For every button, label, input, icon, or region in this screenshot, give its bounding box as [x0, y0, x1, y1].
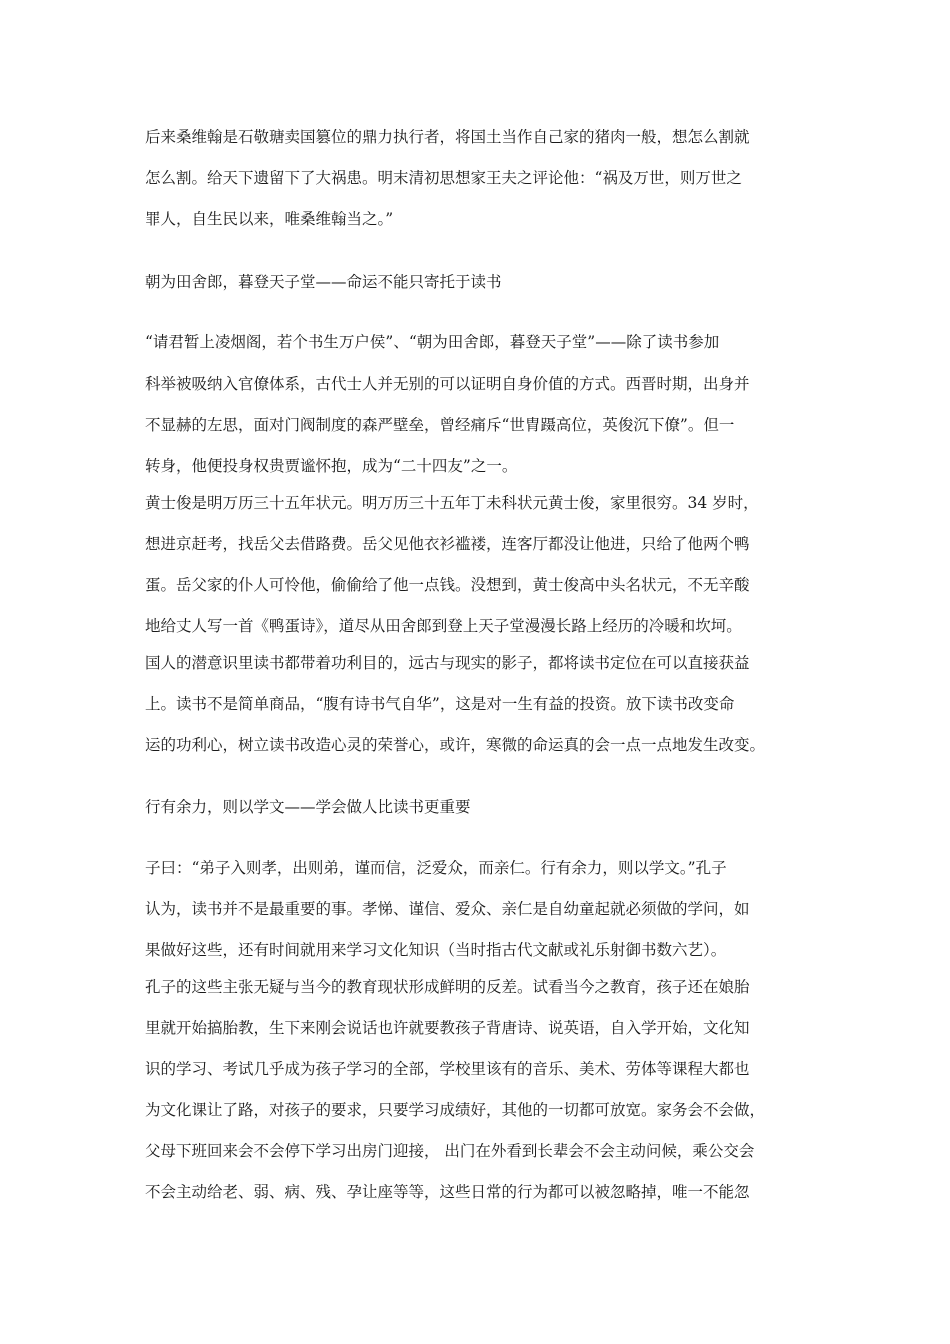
paragraph-line: 后来桑维翰是石敬瑭卖国篡位的鼎力执行者，将国土当作自己家的猪肉一般，想怎么割就	[145, 128, 750, 146]
paragraph-line: 识的学习、考试几乎成为孩子学习的全部，学校里该有的音乐、美术、劳体等课程大都也	[145, 1060, 750, 1078]
paragraph-line: 运的功利心，树立读书改造心灵的荣誉心，或许，寒微的命运真的会一点一点地发生改变。	[145, 736, 766, 754]
paragraph-line: 子曰：“弟子入则孝，出则弟，谨而信，泛爱众，而亲仁。行有余力，则以学文。”孔子	[145, 859, 727, 877]
paragraph-line: 地给丈人写一首《鸭蛋诗》，道尽从田舍郎到登上天子堂漫漫长路上经历的冷暖和坎坷。	[145, 617, 742, 635]
paragraph-line: 认为，读书并不是最重要的事。孝悌、谨信、爱众、亲仁是自幼童起就必须做的学问，如	[145, 900, 750, 918]
paragraph-line: 果做好这些，还有时间就用来学习文化知识（当时指古代文献或礼乐射御书数六艺）。	[145, 941, 727, 959]
paragraph-line: 黄士俊是明万历三十五年状元。明万历三十五年丁未科状元黄士俊，家里很穷。34 岁时，	[145, 494, 759, 512]
section-heading: 朝为田舍郎，暮登天子堂——命运不能只寄托于读书	[145, 273, 502, 291]
paragraph-line: 蛋。岳父家的仆人可怜他，偷偷给了他一点钱。没想到，黄士俊高中头名状元，不无辛酸	[145, 576, 750, 594]
paragraph-line: “请君暂上凌烟阁，若个书生万户侯”、“朝为田舍郎，暮登天子堂”——除了读书参加	[145, 333, 720, 351]
section-heading: 行有余力，则以学文——学会做人比读书更重要	[145, 798, 471, 816]
paragraph-line: 父母下班回来会不会停下学习出房门迎接， 出门在外看到长辈会不会主动问候，乘公交会	[145, 1142, 755, 1160]
paragraph-line: 不会主动给老、弱、病、残、孕让座等等，这些日常的行为都可以被忽略掉，唯一不能忽	[145, 1183, 750, 1201]
paragraph-line: 孔子的这些主张无疑与当今的教育现状形成鲜明的反差。试看当今之教育，孩子还在娘胎	[145, 978, 750, 996]
paragraph-line: 怎么割。给天下遗留下了大祸患。明末清初思想家王夫之评论他：“祸及万世，则万世之	[145, 169, 742, 187]
paragraph-line: 为文化课让了路，对孩子的要求，只要学习成绩好，其他的一切都可放宽。家务会不会做，	[145, 1101, 766, 1119]
paragraph-line: 科举被吸纳入官僚体系，古代士人并无别的可以证明自身价值的方式。西晋时期，出身并	[145, 375, 750, 393]
paragraph-line: 转身，他便投身权贵贾谧怀抱，成为“二十四友”之一。	[145, 457, 518, 475]
paragraph-line: 不显赫的左思，面对门阀制度的森严壁垒，曾经痛斥“世胄蹑高位，英俊沉下僚”。但一	[145, 416, 735, 434]
paragraph-line: 里就开始搞胎教，生下来刚会说话也许就要教孩子背唐诗、说英语，自入学开始，文化知	[145, 1019, 750, 1037]
paragraph-line: 想进京赶考，找岳父去借路费。岳父见他衣衫褴褛，连客厅都没让他进，只给了他两个鸭	[145, 535, 750, 553]
paragraph-line: 国人的潜意识里读书都带着功利目的，远古与现实的影子，都将读书定位在可以直接获益	[145, 654, 750, 672]
paragraph-line: 上。读书不是简单商品，“腹有诗书气自华”，这是对一生有益的投资。放下读书改变命	[145, 695, 735, 713]
paragraph-line: 罪人，自生民以来，唯桑维翰当之。”	[145, 210, 394, 228]
